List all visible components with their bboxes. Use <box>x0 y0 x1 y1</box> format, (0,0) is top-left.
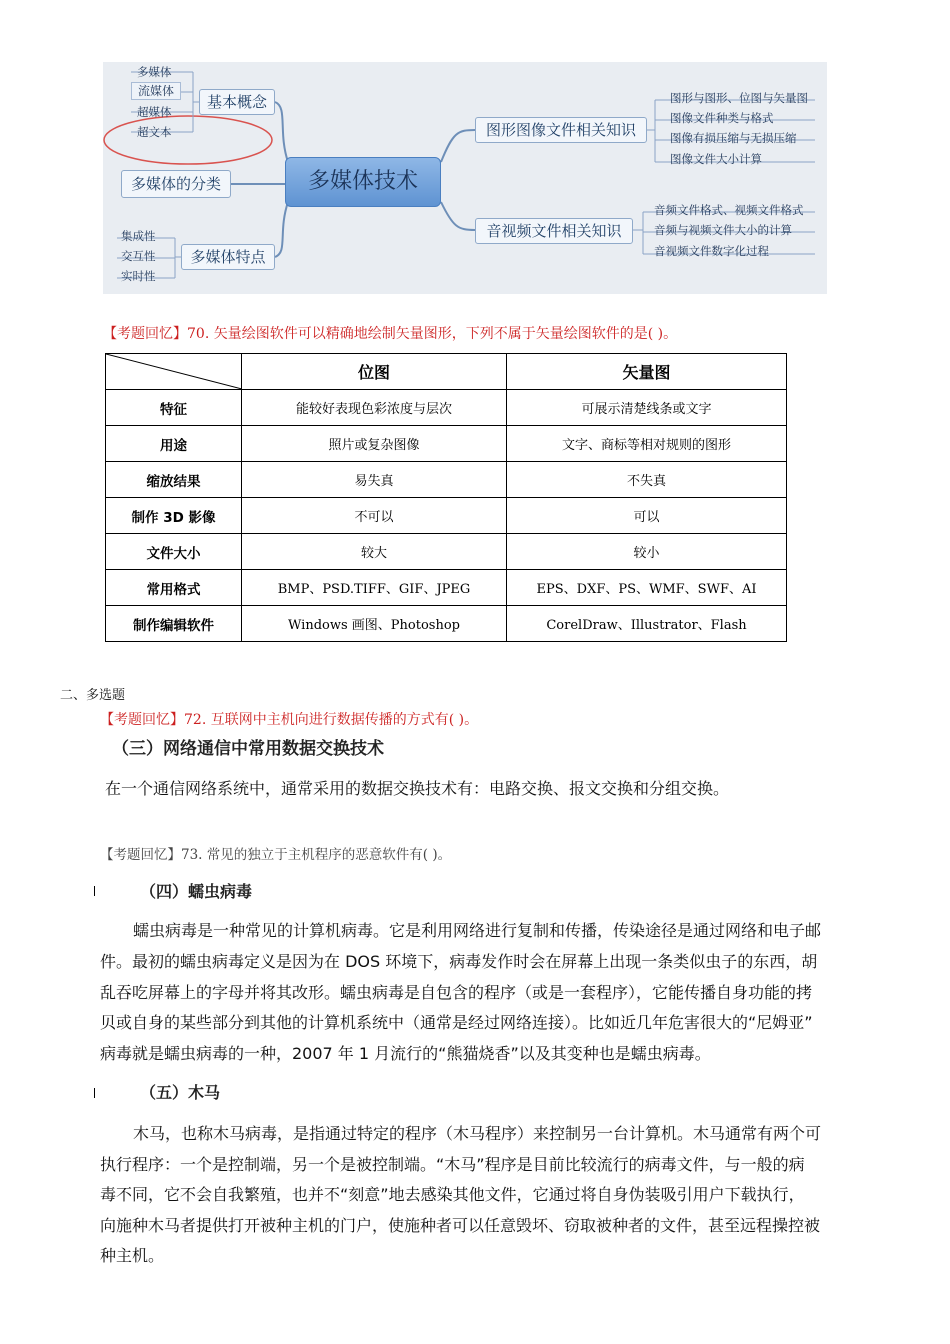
table-cell: 照片或复杂图像 <box>242 426 507 462</box>
table-row-label: 常用格式 <box>106 570 242 606</box>
mindmap-leaf: 图像文件大小计算 <box>670 152 762 166</box>
mindmap-leaf: 图像文件种类与格式 <box>670 111 774 125</box>
network-heading: （三）网络通信中常用数据交换技术 <box>112 739 384 759</box>
margin-mark <box>94 886 95 896</box>
mindmap-leaf: 实时性 <box>121 269 156 283</box>
trojan-line: 毒不同，它不会自我繁殖，也并不“刻意”地去感染其他文件，它通过将自身伪装吸引用户下载执行， <box>100 1185 805 1204</box>
mindmap-leaf: 音频与视频文件大小的计算 <box>654 223 792 237</box>
table-cell: BMP、PSD.TIFF、GIF、JPEG <box>242 570 507 606</box>
table-row-label: 缩放结果 <box>106 462 242 498</box>
mindmap-leaf: 音视频文件数字化过程 <box>654 244 769 258</box>
table-row <box>106 534 787 570</box>
trojan-line: 木马，也称木马病毒，是指通过特定的程序（木马程序）来控制另一台计算机。木马通常有两个可 <box>133 1124 822 1143</box>
comparison-table <box>105 353 787 642</box>
table-row-label: 制作 3D 影像 <box>106 498 242 534</box>
mindmap-leaf: 流媒体 <box>131 82 181 100</box>
question-tag: 【考题回忆】 <box>100 712 184 728</box>
trojan-line: 执行程序：一个是控制端，另一个是被控制端。“木马”程序是目前比较流行的病毒文件，与一般的病 <box>100 1155 805 1174</box>
mindmap-leaf: 集成性 <box>121 229 156 243</box>
table-cell: CorelDraw、Illustrator、Flash <box>507 606 787 642</box>
table-header-bitmap: 位图 <box>242 354 507 390</box>
mindmap-node-features: 多媒体特点 <box>181 244 275 270</box>
mindmap-figure <box>103 62 827 294</box>
table-corner-cell <box>106 354 242 390</box>
question-text: 70. 矢量绘图软件可以精确地绘制矢量图形，下列不属于矢量绘图软件的是( )。 <box>187 326 678 342</box>
trojan-heading: （五）木马 <box>140 1083 221 1102</box>
question-tag: 【考题回忆】 <box>103 326 187 342</box>
network-body: 在一个通信网络系统中，通常采用的数据交换技术有：电路交换、报文交换和分组交换。 <box>105 779 730 798</box>
worm-heading: （四）蠕虫病毒 <box>140 882 253 901</box>
mindmap-node-basic-concept: 基本概念 <box>199 89 275 115</box>
question-72 <box>100 713 478 727</box>
mindmap-leaf: 超媒体 <box>137 105 172 119</box>
table-row <box>106 426 787 462</box>
trojan-line: 向施种木马者提供打开被种主机的门户，使施种者可以任意毁坏、窃取被种者的文件，甚至远程操控被 <box>100 1216 821 1235</box>
table-cell: 文字、商标等相对规则的图形 <box>507 426 787 462</box>
worm-line: 件。最初的蠕虫病毒定义是因为在 DOS 环境下，病毒发作时会在屏幕上出现一条类似虫子的东西，胡 <box>100 952 818 971</box>
table-cell: 不可以 <box>242 498 507 534</box>
table-row-label: 制作编辑软件 <box>106 606 242 642</box>
table-row <box>106 570 787 606</box>
worm-line: 蠕虫病毒是一种常见的计算机病毒。它是利用网络进行复制和传播，传染途径是通过网络和电子邮 <box>133 921 822 940</box>
table-row-label: 文件大小 <box>106 534 242 570</box>
highlight-ellipse <box>104 116 272 164</box>
mindmap-leaf: 交互性 <box>121 249 156 263</box>
table-cell: 可以 <box>507 498 787 534</box>
question-73: 【考题回忆】73. 常见的独立于主机程序的恶意软件有( )。 <box>100 847 452 863</box>
mindmap-leaf: 图形与图形、位图与矢量图 <box>670 91 808 105</box>
table-header-vector: 矢量图 <box>507 354 787 390</box>
table-row <box>106 606 787 642</box>
mindmap-center-node: 多媒体技术 <box>285 157 441 207</box>
table-row-label: 用途 <box>106 426 242 462</box>
table-row <box>106 462 787 498</box>
table-row <box>106 498 787 534</box>
worm-line: 贝或自身的某些部分到其他的计算机系统中（通常是经过网络连接）。比如近几年危害很大的“尼姆亚” <box>100 1013 813 1032</box>
table-cell: 能较好表现色彩浓度与层次 <box>242 390 507 426</box>
table-row-label: 特征 <box>106 390 242 426</box>
mindmap-node-av-knowledge: 音视频文件相关知识 <box>475 218 633 244</box>
table-cell: 较小 <box>507 534 787 570</box>
table-row <box>106 390 787 426</box>
margin-mark <box>94 1088 95 1098</box>
mindmap-leaf: 多媒体 <box>137 65 172 79</box>
table-cell: 不失真 <box>507 462 787 498</box>
table-cell: 易失真 <box>242 462 507 498</box>
worm-line: 乱吞吃屏幕上的字母并将其改形。蠕虫病毒是自包含的程序（或是一套程序），它能传播自身功能的拷 <box>100 983 813 1002</box>
mindmap-leaf: 超文本 <box>137 125 172 139</box>
table-cell: 较大 <box>242 534 507 570</box>
trojan-line: 种主机。 <box>100 1246 165 1265</box>
table-header-row <box>106 354 787 390</box>
table-cell: 可展示清楚线条或文字 <box>507 390 787 426</box>
question-text: 72. 互联网中主机向进行数据传播的方式有( )。 <box>184 712 479 728</box>
table-cell: Windows 画图、Photoshop <box>242 606 507 642</box>
table-cell: EPS、DXF、PS、WMF、SWF、AI <box>507 570 787 606</box>
section-title: 二、多选题 <box>60 688 126 703</box>
question-70 <box>103 327 677 341</box>
mindmap-leaf: 图像有损压缩与无损压缩 <box>670 131 797 145</box>
mindmap-node-image-knowledge: 图形图像文件相关知识 <box>475 117 647 143</box>
worm-line: 病毒就是蠕虫病毒的一种，2007 年 1 月流行的“熊猫烧香”以及其变种也是蠕虫病毒。 <box>100 1044 711 1063</box>
mindmap-leaf: 音频文件格式、视频文件格式 <box>654 203 804 217</box>
mindmap-node-classification: 多媒体的分类 <box>121 170 231 198</box>
